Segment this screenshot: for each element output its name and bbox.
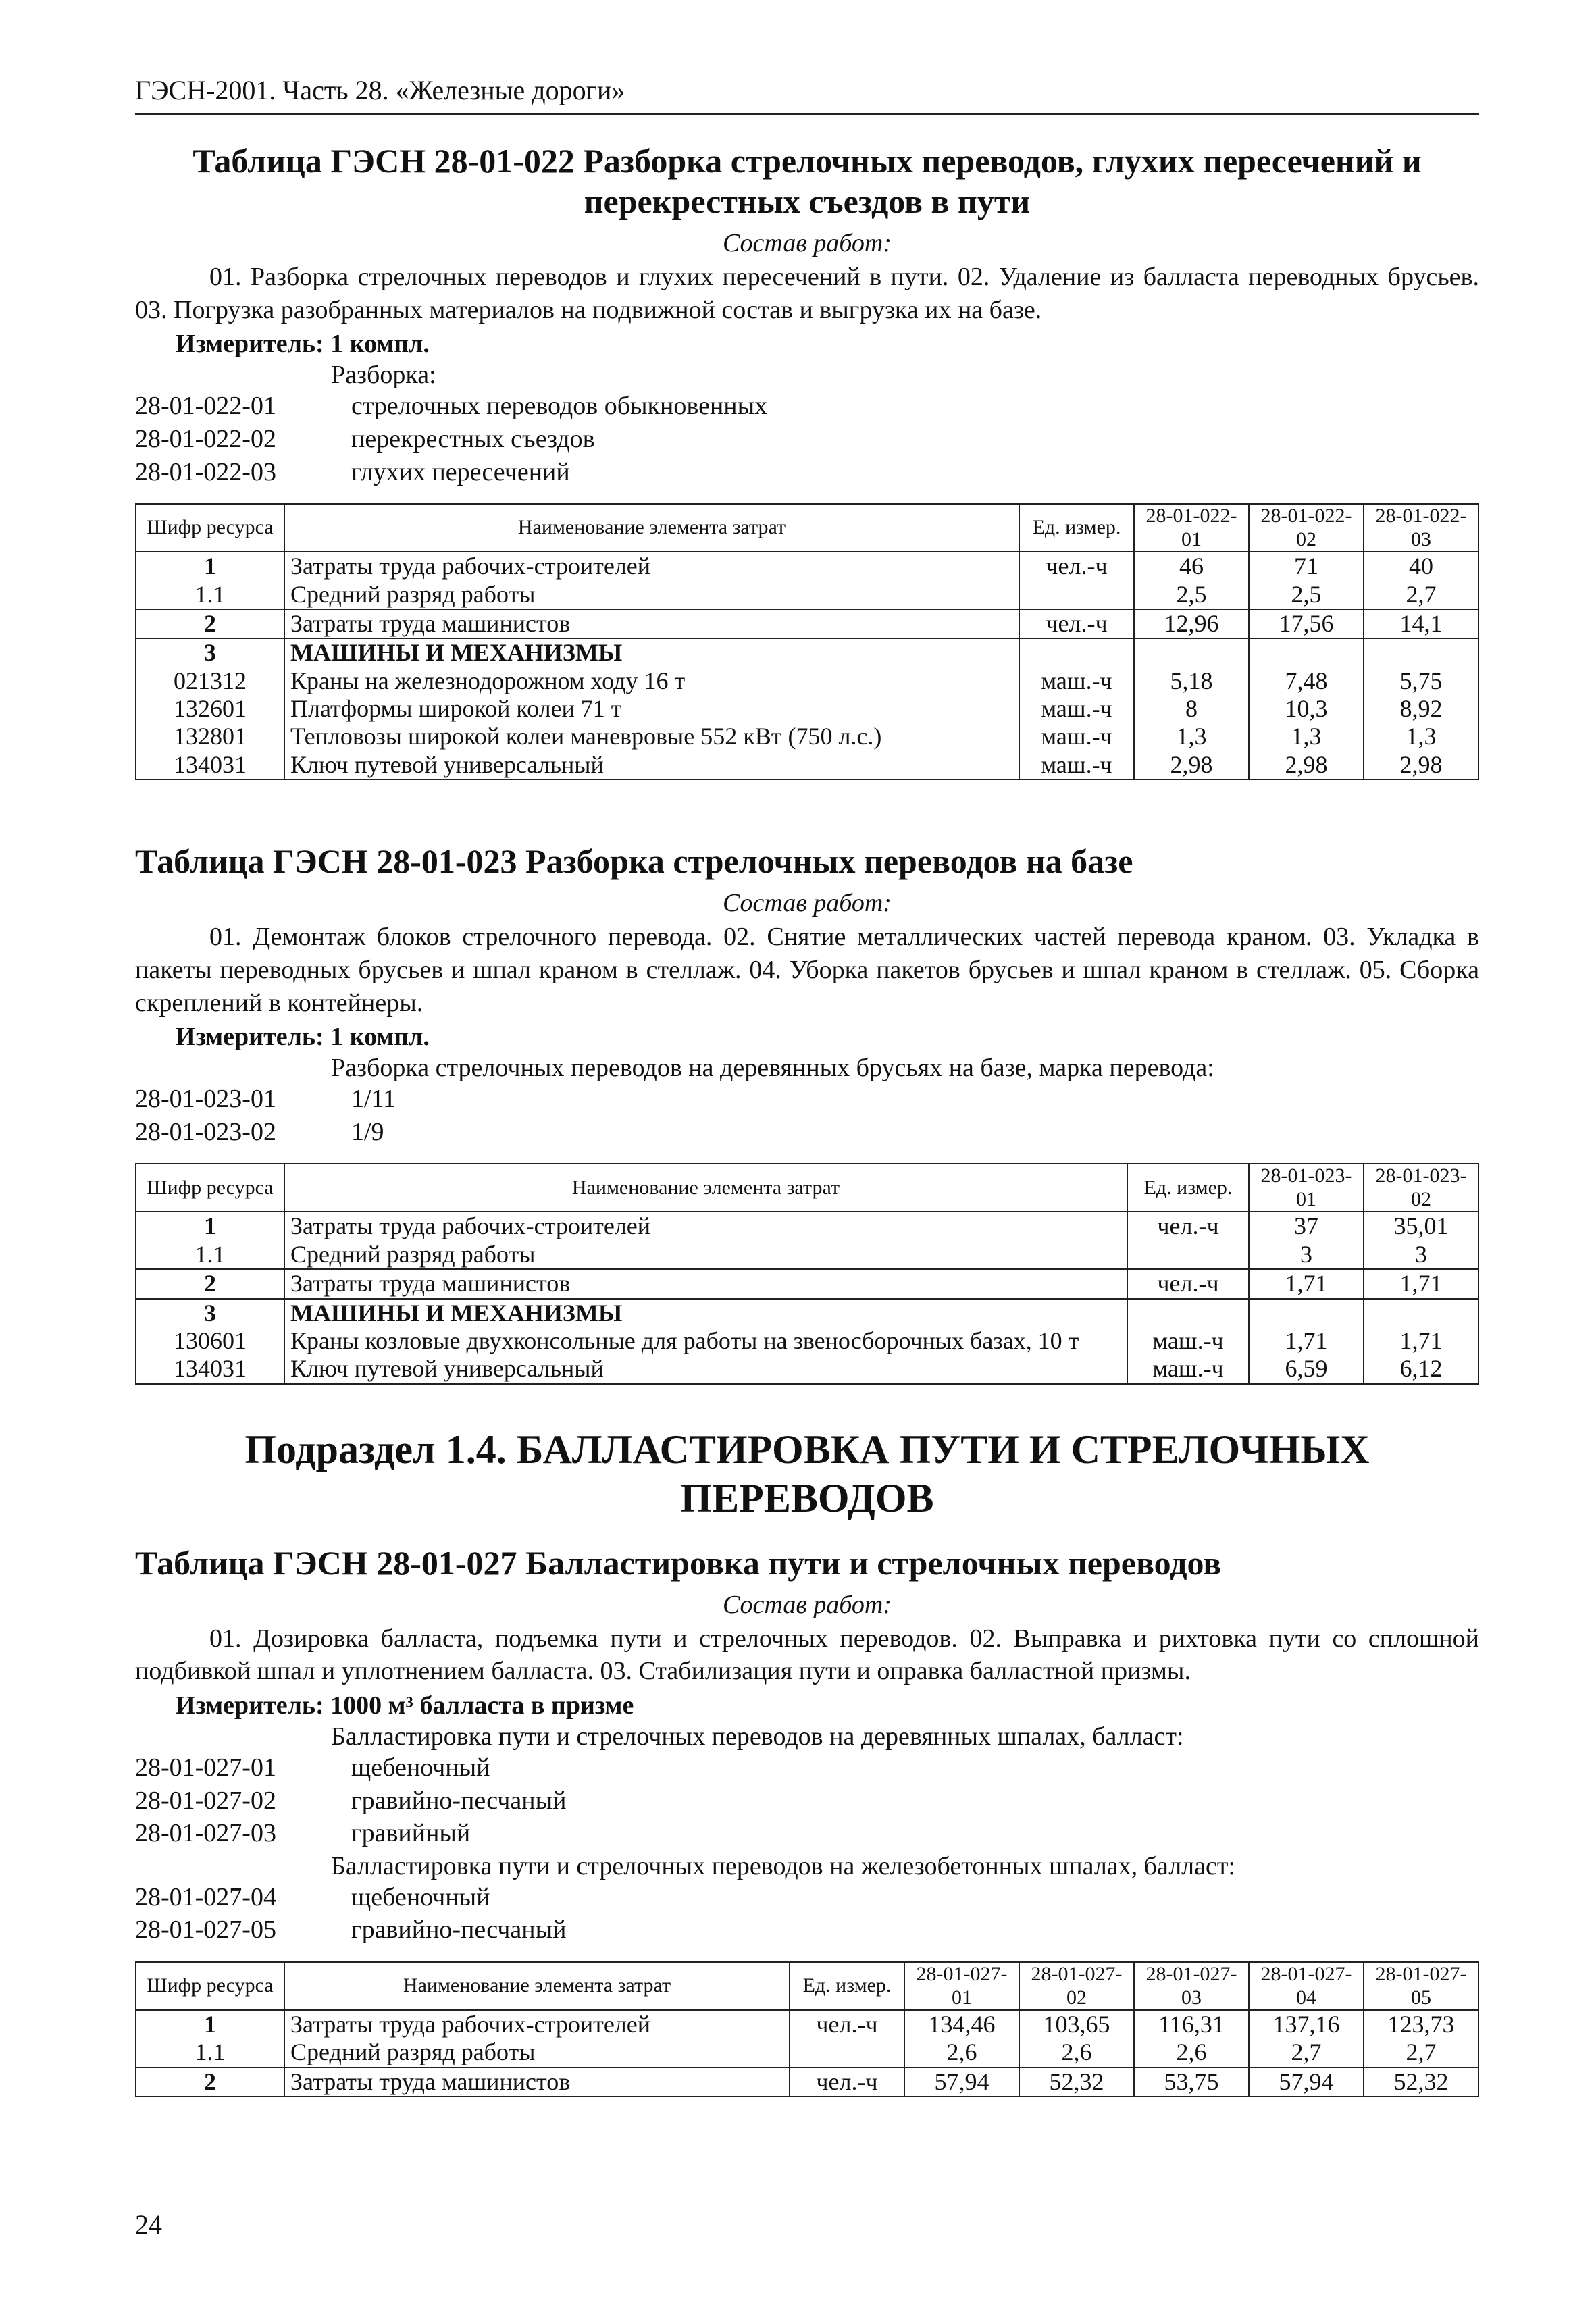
table-header-row	[136, 1962, 1478, 2010]
col-unit: Ед. измер.	[1127, 1164, 1249, 1212]
table-row	[136, 638, 1478, 667]
norm-code: 28-01-022-03	[135, 457, 276, 486]
cell-value: 57,94	[904, 2067, 1019, 2097]
cell-value: 52,32	[1019, 2067, 1134, 2097]
cell-value: 57,94	[1249, 2067, 1364, 2097]
table-row	[136, 2038, 1478, 2067]
cell-name: МАШИНЫ И МЕХАНИЗМЫ	[284, 638, 1019, 667]
cell-shifr: 132801	[136, 723, 284, 750]
table-027-group1-head: Балластировка пути и стрелочных переводов на деревянных шпалах, балласт:	[331, 1722, 1184, 1751]
cell-value: 52,32	[1364, 2067, 1478, 2097]
cell-shifr: 2	[136, 1269, 284, 1298]
cell-unit: маш.-ч	[1019, 695, 1134, 723]
cell-unit: чел.-ч	[790, 2010, 904, 2038]
cell-value: 1,71	[1249, 1269, 1364, 1298]
table-027-title: Таблица ГЭСН 28-01-027 Балластировка пути и стрелочных переводов	[135, 1543, 1222, 1582]
cell-shifr: 1.1	[136, 2038, 284, 2067]
cell-value	[1134, 638, 1249, 667]
cell-name: Затраты труда машинистов	[284, 1269, 1127, 1298]
cell-value: 37	[1249, 1212, 1364, 1240]
cell-name: Ключ путевой универсальный	[284, 1355, 1127, 1383]
cell-unit	[1127, 1299, 1249, 1327]
cell-shifr: 134031	[136, 1355, 284, 1383]
cell-shifr: 1	[136, 552, 284, 580]
table-row	[136, 695, 1478, 723]
cell-unit: чел.-ч	[1019, 552, 1134, 580]
code-row	[135, 1116, 1479, 1149]
cell-unit: чел.-ч	[1019, 609, 1134, 638]
cell-unit	[1019, 638, 1134, 667]
cell-value: 137,16	[1249, 2010, 1364, 2038]
subsection-title: Подраздел 1.4. БАЛЛАСТИРОВКА ПУТИ И СТРЕЛОЧНЫХ ПЕРЕВОДОВ	[244, 1426, 1370, 1520]
table-023-sostav-text: 01. Демонтаж блоков стрелочного перевода. 02. Снятие металлических частей перевода краном. 03. Укладка в пакеты переводных брусьев и шпал краном в стеллаж. 04. Уборка пакетов брусьев и шпал краном в стеллаж. 05. Сборка скреплений в контейнеры.	[135, 923, 1479, 1017]
code-row	[135, 1083, 1479, 1116]
cell-value: 116,31	[1134, 2010, 1249, 2038]
cell-value: 2,7	[1364, 581, 1478, 609]
cell-value	[1249, 1299, 1364, 1327]
col-norm-2: 28-01-022-02	[1249, 504, 1364, 552]
table-027-sostav-text: 01. Дозировка балласта, подъемка пути и стрелочных переводов. 02. Выправка и рихтовка пути со сплошной подбивкой шпал и уплотнением балласта. 03. Стабилизация пути и оправка балластной призмы.	[135, 1624, 1479, 1686]
code-row	[135, 1881, 1479, 1914]
table-022-sostav-text: 01. Разборка стрелочных переводов и глухих пересечений в пути. 02. Удаление из балласта переводных брусьев. 03. Погрузка разобранных материалов на подвижной состав и выгрузка их на базе.	[135, 263, 1479, 324]
cell-shifr: 130601	[136, 1327, 284, 1355]
col-norm-2: 28-01-027-02	[1019, 1962, 1134, 2010]
norm-code: 28-01-022-01	[135, 392, 276, 421]
cell-name: Затраты труда рабочих-строителей	[284, 552, 1019, 580]
norm-name: 1/9	[351, 1117, 384, 1146]
col-norm-1: 28-01-027-01	[904, 1962, 1019, 2010]
code-row	[135, 1913, 1479, 1947]
table-row	[136, 1212, 1478, 1240]
cell-value: 5,75	[1364, 667, 1478, 695]
cell-value: 10,3	[1249, 695, 1364, 723]
cell-value: 35,01	[1364, 1212, 1478, 1240]
cell-unit: маш.-ч	[1019, 667, 1134, 695]
cell-value: 40	[1364, 552, 1478, 580]
norm-code: 28-01-027-04	[135, 1882, 276, 1911]
norm-name: гравийно-песчаный	[351, 1916, 567, 1945]
cell-value	[1364, 1299, 1478, 1327]
table-022-measure: Измеритель: 1 компл.	[176, 330, 430, 359]
cell-unit	[790, 2038, 904, 2067]
cell-unit	[1127, 1241, 1249, 1269]
code-row	[135, 1784, 1479, 1818]
cell-name: Платформы широкой колеи 71 т	[284, 695, 1019, 723]
table-row	[136, 751, 1478, 779]
cell-unit: маш.-ч	[1127, 1327, 1249, 1355]
cell-value: 134,46	[904, 2010, 1019, 2038]
norm-code: 28-01-027-01	[135, 1753, 276, 1782]
norm-name: 1/11	[351, 1085, 396, 1114]
cell-unit: маш.-ч	[1019, 723, 1134, 750]
table-header-row	[136, 504, 1478, 552]
cell-name: МАШИНЫ И МЕХАНИЗМЫ	[284, 1299, 1127, 1327]
cell-shifr: 021312	[136, 667, 284, 695]
col-norm-4: 28-01-027-04	[1249, 1962, 1364, 2010]
cell-name: Средний разряд работы	[284, 2038, 790, 2067]
cell-name: Ключ путевой универсальный	[284, 751, 1019, 779]
table-header-row	[136, 1164, 1478, 1212]
cell-value	[1364, 638, 1478, 667]
table-027-sostav-label: Состав работ:	[722, 1590, 892, 1619]
col-norm-3: 28-01-022-03	[1364, 504, 1478, 552]
col-norm-1: 28-01-023-01	[1249, 1164, 1364, 1212]
cell-shifr: 2	[136, 2067, 284, 2097]
cell-name: Тепловозы широкой колеи маневровые 552 кВт (750 л.с.)	[284, 723, 1019, 750]
cell-shifr: 134031	[136, 751, 284, 779]
cell-value: 103,65	[1019, 2010, 1134, 2038]
col-unit: Ед. измер.	[790, 1962, 904, 2010]
norm-code: 28-01-022-02	[135, 424, 276, 453]
cell-value: 2,5	[1249, 581, 1364, 609]
cell-value: 71	[1249, 552, 1364, 580]
cell-name: Затраты труда рабочих-строителей	[284, 1212, 1127, 1240]
document-page	[135, 74, 1479, 2097]
norm-code: 28-01-023-02	[135, 1117, 276, 1146]
cell-name: Краны козловые двухконсольные для работы на звеносборочных базах, 10 т	[284, 1327, 1127, 1355]
cell-value: 2,98	[1249, 751, 1364, 779]
norm-name: стрелочных переводов обыкновенных	[351, 392, 768, 421]
table-022-sostav-label: Состав работ:	[722, 229, 892, 257]
table-023-sostav-label: Состав работ:	[722, 889, 892, 918]
table-row	[136, 2010, 1478, 2038]
page-number: 24	[135, 2209, 162, 2240]
table-row	[136, 1355, 1478, 1383]
cell-value: 8,92	[1364, 695, 1478, 723]
cell-value: 1,71	[1249, 1327, 1364, 1355]
col-name: Наименование элемента затрат	[284, 504, 1019, 552]
cell-value: 14,1	[1364, 609, 1478, 638]
cell-value: 2,6	[1019, 2038, 1134, 2067]
norm-name: глухих пересечений	[351, 457, 570, 486]
cell-value: 1,3	[1249, 723, 1364, 750]
cell-shifr: 132601	[136, 695, 284, 723]
col-name: Наименование элемента затрат	[284, 1164, 1127, 1212]
table-row	[136, 581, 1478, 609]
cell-name: Затраты труда рабочих-строителей	[284, 2010, 790, 2038]
cell-shifr: 1.1	[136, 581, 284, 609]
cell-shifr: 3	[136, 638, 284, 667]
table-027-measure: Измеритель: 1000 м³ балласта в призме	[176, 1691, 634, 1720]
cell-value: 53,75	[1134, 2067, 1249, 2097]
norm-code: 28-01-027-03	[135, 1819, 276, 1848]
cell-value: 6,59	[1249, 1355, 1364, 1383]
cell-value: 8	[1134, 695, 1249, 723]
cell-value: 5,18	[1134, 667, 1249, 695]
cell-value: 1,3	[1364, 723, 1478, 750]
col-shifr: Шифр ресурса	[136, 1962, 284, 2010]
table-027	[135, 1961, 1479, 2097]
cell-value: 2,7	[1249, 2038, 1364, 2067]
cell-shifr: 3	[136, 1299, 284, 1327]
cell-name: Затраты труда машинистов	[284, 2067, 790, 2097]
cell-shifr: 1.1	[136, 1241, 284, 1269]
code-row	[135, 390, 1479, 423]
table-row	[136, 2067, 1478, 2097]
code-row	[135, 423, 1479, 456]
norm-name: гравийный	[351, 1819, 471, 1848]
table-023-title: Таблица ГЭСН 28-01-023 Разборка стрелочных переводов на базе	[135, 842, 1133, 881]
cell-unit: чел.-ч	[790, 2067, 904, 2097]
col-norm-3: 28-01-027-03	[1134, 1962, 1249, 2010]
cell-unit	[1019, 581, 1134, 609]
col-unit: Ед. измер.	[1019, 504, 1134, 552]
norm-code: 28-01-027-05	[135, 1916, 276, 1945]
table-023-group-head: Разборка стрелочных переводов на деревянных брусьях на базе, марка перевода:	[331, 1054, 1214, 1083]
table-row	[136, 667, 1478, 695]
cell-value: 1,3	[1134, 723, 1249, 750]
table-row	[136, 1269, 1478, 1298]
table-027-group2-head: Балластировка пути и стрелочных переводов на железобетонных шпалах, балласт:	[331, 1851, 1236, 1880]
table-022-group-head: Разборка:	[331, 361, 436, 390]
table-023	[135, 1163, 1479, 1384]
cell-value: 46	[1134, 552, 1249, 580]
cell-value: 123,73	[1364, 2010, 1478, 2038]
cell-value: 3	[1364, 1241, 1478, 1269]
cell-shifr: 2	[136, 609, 284, 638]
cell-shifr: 1	[136, 1212, 284, 1240]
cell-value: 2,98	[1134, 751, 1249, 779]
cell-shifr: 1	[136, 2010, 284, 2038]
cell-value: 1,71	[1364, 1269, 1478, 1298]
cell-value: 12,96	[1134, 609, 1249, 638]
norm-code: 28-01-023-01	[135, 1085, 276, 1114]
table-023-measure: Измеритель: 1 компл.	[176, 1023, 430, 1052]
norm-name: перекрестных съездов	[351, 424, 595, 453]
cell-value: 2,6	[1134, 2038, 1249, 2067]
cell-unit: чел.-ч	[1127, 1269, 1249, 1298]
cell-value	[1249, 638, 1364, 667]
cell-unit: маш.-ч	[1127, 1355, 1249, 1383]
cell-value: 2,6	[904, 2038, 1019, 2067]
norm-name: гравийно-песчаный	[351, 1786, 567, 1815]
col-name: Наименование элемента затрат	[284, 1962, 790, 2010]
cell-value: 2,7	[1364, 2038, 1478, 2067]
code-row	[135, 1751, 1479, 1784]
cell-value: 2,5	[1134, 581, 1249, 609]
cell-name: Средний разряд работы	[284, 1241, 1127, 1269]
table-row	[136, 609, 1478, 638]
col-norm-5: 28-01-027-05	[1364, 1962, 1478, 2010]
running-header: ГЭСН-2001. Часть 28. «Железные дороги»	[135, 74, 1479, 115]
norm-name: щебеночный	[351, 1882, 490, 1911]
col-norm-1: 28-01-022-01	[1134, 504, 1249, 552]
col-shifr: Шифр ресурса	[136, 504, 284, 552]
table-022	[135, 503, 1479, 780]
table-row	[136, 1299, 1478, 1327]
cell-value: 6,12	[1364, 1355, 1478, 1383]
table-row	[136, 1241, 1478, 1269]
cell-unit: чел.-ч	[1127, 1212, 1249, 1240]
table-row	[136, 552, 1478, 580]
cell-value: 7,48	[1249, 667, 1364, 695]
cell-value: 3	[1249, 1241, 1364, 1269]
cell-value: 17,56	[1249, 609, 1364, 638]
table-022-title: Таблица ГЭСН 28-01-022 Разборка стрелочных переводов, глухих пересечений и перекрестных съездов в пути	[192, 142, 1422, 220]
cell-unit: маш.-ч	[1019, 751, 1134, 779]
table-row	[136, 1327, 1478, 1355]
col-shifr: Шифр ресурса	[136, 1164, 284, 1212]
code-row	[135, 456, 1479, 489]
cell-name: Затраты труда машинистов	[284, 609, 1019, 638]
code-row	[135, 1817, 1479, 1850]
norm-code: 28-01-027-02	[135, 1786, 276, 1815]
cell-name: Средний разряд работы	[284, 581, 1019, 609]
cell-name: Краны на железнодорожном ходу 16 т	[284, 667, 1019, 695]
table-row	[136, 723, 1478, 750]
col-norm-2: 28-01-023-02	[1364, 1164, 1478, 1212]
norm-name: щебеночный	[351, 1753, 490, 1782]
cell-value: 1,71	[1364, 1327, 1478, 1355]
cell-value: 2,98	[1364, 751, 1478, 779]
